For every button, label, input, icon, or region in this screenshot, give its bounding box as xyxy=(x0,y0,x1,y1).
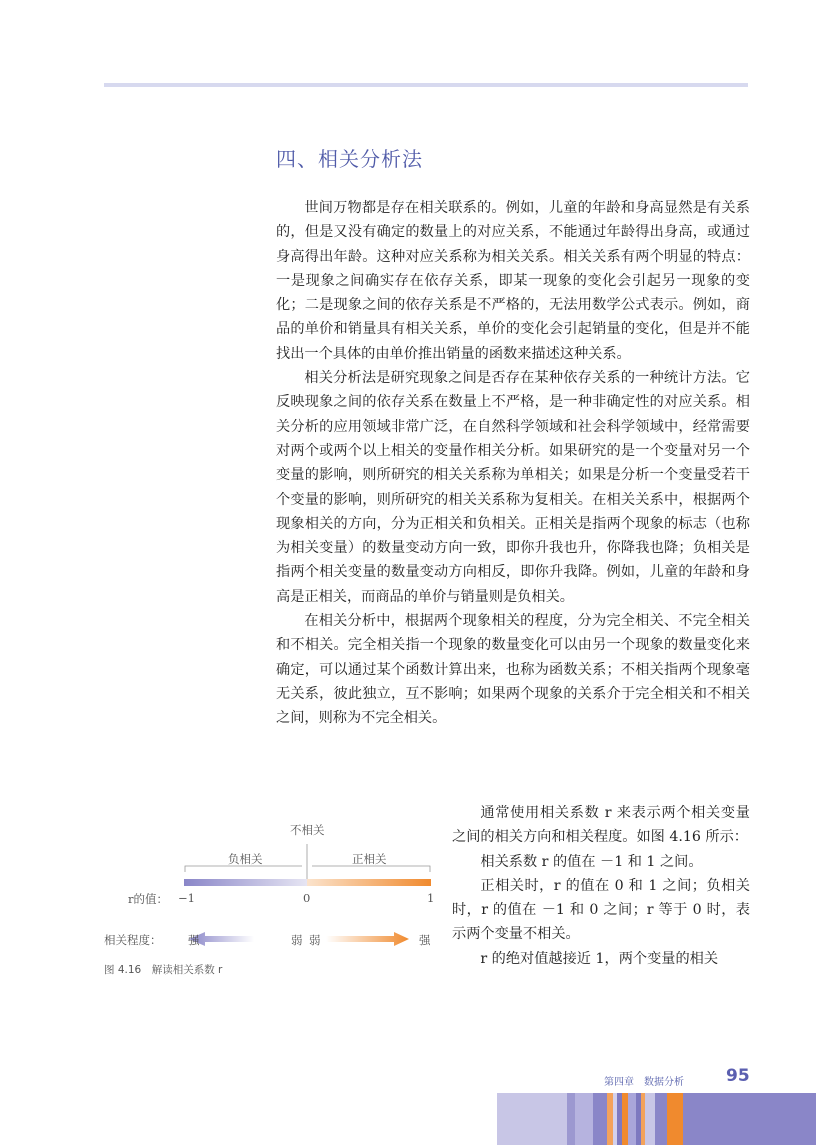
section-title: 四、相关分析法 xyxy=(276,147,423,171)
label-strong-right: 强 xyxy=(419,933,431,947)
body-text xyxy=(276,196,750,731)
top-rule xyxy=(104,83,748,87)
page-number: 95 xyxy=(726,1066,750,1086)
label-r-value: r的值： xyxy=(128,892,168,906)
label-negative-correlation: 负相关 xyxy=(228,852,263,866)
label-weak-left: 弱 xyxy=(291,933,303,947)
paragraph: 相关系数 r 的值在 －1 和 1 之间。 xyxy=(480,853,703,870)
paragraph: r 的绝对值越接近 1，两个变量的相关 xyxy=(480,950,719,967)
tick-min: −1 xyxy=(178,891,195,905)
paragraph: 在相关分析中，根据两个现象相关的程度，分为完全相关、不完全相关和不相关。完全相关指一个现象的数量变化可以由另一个现象的数量变化来确定，可以通过某个函数计算出来，也称为函数关系；不相关指两个现象毫无关系，彼此独立，互不影响；如果两个现象的关系介于完全相关和不相关之间，则称为不完全相关。 xyxy=(276,613,750,727)
footer-color-band xyxy=(497,1093,816,1145)
label-weak-right: 弱 xyxy=(309,933,321,947)
tick-max: 1 xyxy=(427,891,435,905)
chapter-footer: 第四章 数据分析 xyxy=(604,1077,684,1088)
side-text xyxy=(452,801,750,971)
negative-bar xyxy=(184,879,307,886)
figure-caption: 图 4.16 解读相关系数 r xyxy=(104,964,223,976)
label-no-correlation: 不相关 xyxy=(290,823,325,837)
figure-correlation-coefficient xyxy=(104,818,444,978)
label-positive-correlation: 正相关 xyxy=(352,852,387,866)
paragraph: 通常使用相关系数 r 来表示两个相关变量之间的相关方向和相关程度。如图 4.16 所示： xyxy=(452,805,750,846)
arrow-right-icon xyxy=(326,932,409,946)
label-strong-left: 强 xyxy=(188,933,200,947)
positive-bar xyxy=(307,879,431,886)
label-strength: 相关程度： xyxy=(104,933,162,947)
tick-zero: 0 xyxy=(303,891,311,905)
paragraph: 正相关时，r 的值在 0 和 1 之间；负相关时，r 的值在 －1 和 0 之间；r 等于 0 时，表示两个变量不相关。 xyxy=(452,877,750,943)
paragraph: 世间万物都是存在相关联系的。例如，儿童的年龄和身高显然是有关系的，但是又没有确定的数量上的对应关系，不能通过年龄得出身高，或通过身高得出年龄。这种对应关系称为相关关系。相关关系有两个明显的特点：一是现象之间确实存在依存关系，即某一现象的变化会引起另一现象的变化；二是现象之间的依存关系是不严格的，无法用数学公式表示。例如，商品的单价和销量具有相关关系，单价的变化会引起销量的变化，但是并不能找出一个具体的由单价推出销量的函数来描述这种关系。 xyxy=(276,200,750,362)
paragraph: 相关分析法是研究现象之间是否存在某种依存关系的一种统计方法。它反映现象之间的依存关系在数量上不严格，是一种非确定性的对应关系。相关分析的应用领域非常广泛，在自然科学领域和社会科学领域中，经常需要对两个或两个以上相关的变量作相关分析。如果研究的是一个变量对另一个变量的影响，则所研究的相关关系称为单相关；如果是分析一个变量受若干个变量的影响，则所研究的相关关系称为复相关。在相关关系中，根据两个现象相关的方向，分为正相关和负相关。正相关是指两个现象的标志（也称为相关变量）的数量变动方向一致，即你升我也升，你降我也降；负相关是指两个相关变量的数量变动方向相反，即你升我降。例如，儿童的年龄和身高是正相关，而商品的单价与销量则是负相关。 xyxy=(276,370,750,605)
